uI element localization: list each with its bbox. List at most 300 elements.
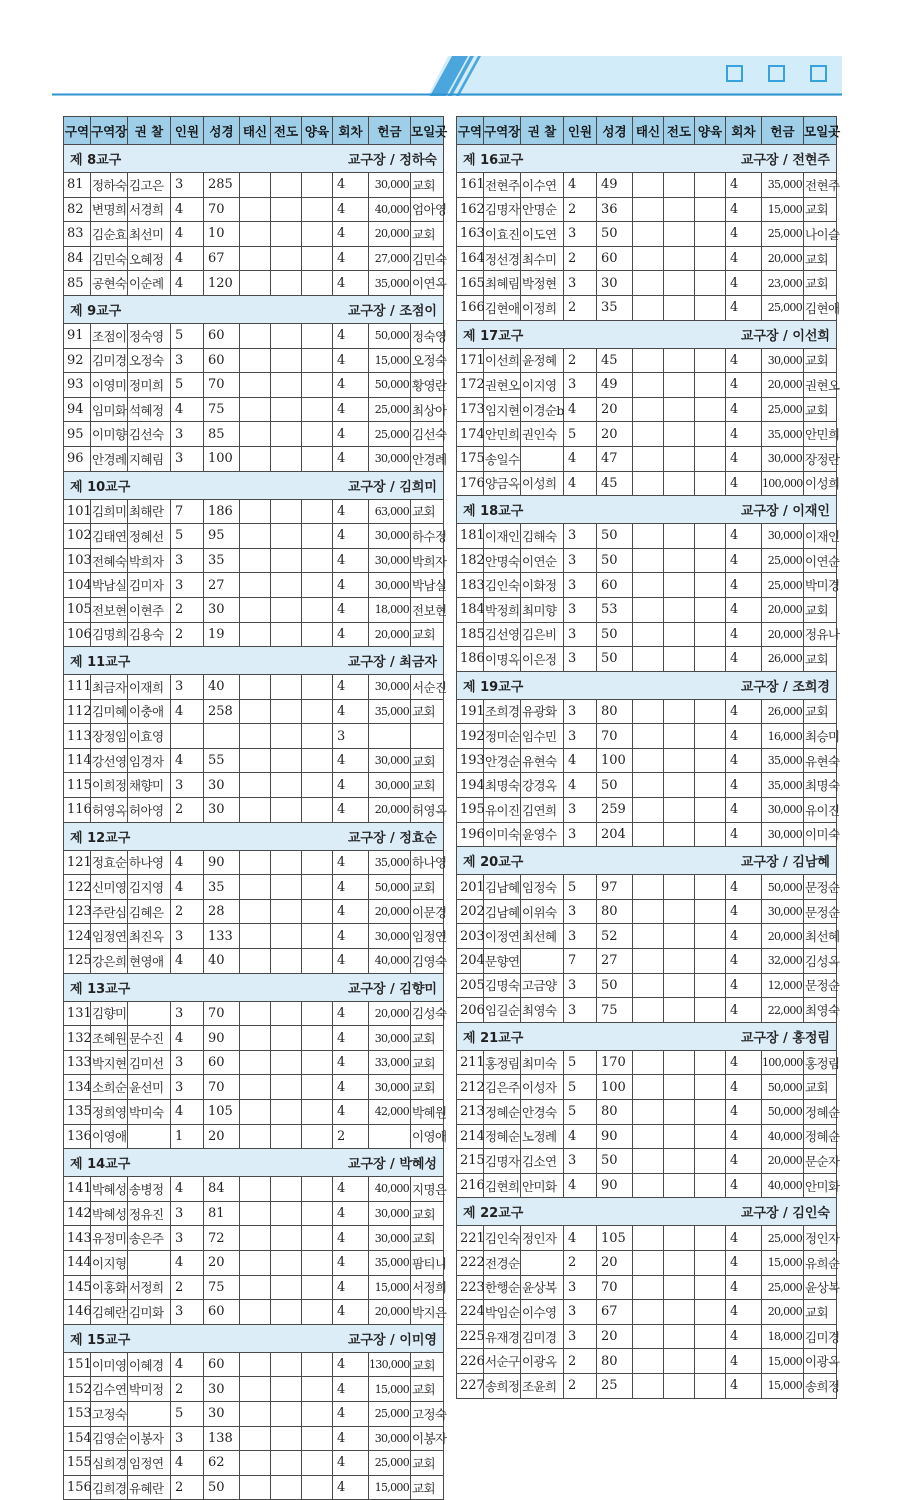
meeting-place-cell: 정유나 — [804, 622, 837, 647]
members-cell: 4 — [171, 397, 204, 422]
meeting-place-cell: 지명은 — [411, 1177, 444, 1202]
guardian-cell: 임수민 — [521, 724, 564, 749]
nurture-cell — [695, 748, 726, 773]
taeshin-cell — [633, 373, 664, 398]
meeting-place-cell: 교회 — [411, 1451, 444, 1476]
offering-cell: 50,000 — [762, 1100, 804, 1125]
taeshin-cell — [633, 1149, 664, 1174]
guardian-cell: 김미선 — [128, 1050, 171, 1075]
nurture-cell — [302, 724, 333, 749]
evangelism-cell — [664, 397, 695, 422]
parish-name: 제 18교구 — [463, 504, 524, 520]
meeting-place-cell: 박미경 — [804, 573, 837, 598]
guardian-cell: 박희자 — [128, 548, 171, 573]
table-row — [64, 1275, 444, 1300]
evangelism-cell — [664, 246, 695, 271]
meeting-place-cell: 서정희 — [411, 1275, 444, 1300]
evangelism-cell — [664, 798, 695, 823]
table-row — [64, 1377, 444, 1402]
bible-cell: 40 — [204, 675, 240, 700]
district-leader-cell: 신미영 — [91, 875, 128, 900]
district-cell: 203 — [457, 924, 484, 949]
table-row — [64, 1300, 444, 1325]
meeting-place-cell: 전보현 — [411, 597, 444, 622]
offering-cell: 130,000 — [369, 1352, 411, 1377]
session-cell: 4 — [726, 773, 762, 798]
table-row — [457, 1373, 837, 1398]
meeting-place-cell: 교회 — [804, 197, 837, 222]
meeting-place-cell: 나이슬 — [804, 222, 837, 247]
table-row — [64, 323, 444, 348]
offering-cell: 30,000 — [762, 524, 804, 549]
nurture-cell — [302, 1275, 333, 1300]
district-leader-cell: 이홍화 — [91, 1275, 128, 1300]
nurture-cell — [695, 622, 726, 647]
taeshin-cell — [240, 548, 271, 573]
offering-cell: 25,000 — [762, 548, 804, 573]
bible-cell: 133 — [204, 924, 240, 949]
parish-group-header — [457, 1198, 837, 1226]
offering-cell: 30,000 — [369, 924, 411, 949]
offering-cell: 18,000 — [369, 597, 411, 622]
bible-cell: 45 — [597, 348, 633, 373]
evangelism-cell — [664, 1075, 695, 1100]
members-cell: 3 — [171, 1300, 204, 1325]
guardian-cell: 최해란 — [128, 499, 171, 524]
district-leader-cell: 김명자 — [484, 1149, 521, 1174]
table-row — [457, 1050, 837, 1075]
offering-cell: 50,000 — [369, 323, 411, 348]
district-leader-cell: 김인숙 — [484, 1226, 521, 1251]
meeting-place-cell: 안민희 — [804, 422, 837, 447]
members-cell: 3 — [564, 647, 597, 672]
bible-cell: 70 — [204, 373, 240, 398]
parish-name: 제 13교구 — [70, 981, 131, 997]
members-cell: 2 — [564, 1250, 597, 1275]
district-leader-cell: 문향연 — [484, 949, 521, 974]
parish-leader: 교구장 / 이재인 — [740, 504, 830, 520]
taeshin-cell — [633, 1349, 664, 1374]
evangelism-cell — [271, 548, 302, 573]
bible-cell: 84 — [204, 1177, 240, 1202]
column-header-bible-col: 성경 — [597, 117, 633, 145]
guardian-cell: 허아영 — [128, 798, 171, 823]
district-cell: 81 — [64, 173, 91, 198]
session-cell: 4 — [726, 1275, 762, 1300]
bible-cell: 75 — [204, 1275, 240, 1300]
taeshin-cell — [633, 998, 664, 1023]
taeshin-cell — [240, 924, 271, 949]
meeting-place-cell: 교회 — [411, 1075, 444, 1100]
evangelism-cell — [664, 875, 695, 900]
district-leader-cell: 정효순 — [91, 850, 128, 875]
taeshin-cell — [240, 197, 271, 222]
district-leader-cell: 김영순 — [91, 1426, 128, 1451]
bible-cell: 105 — [204, 1100, 240, 1125]
district-cell: 121 — [64, 850, 91, 875]
evangelism-cell — [271, 699, 302, 724]
session-cell: 4 — [333, 1250, 369, 1275]
parish-group-header — [457, 320, 837, 348]
guardian-cell: 이도연 — [521, 222, 564, 247]
taeshin-cell — [633, 222, 664, 247]
district-cell: 171 — [457, 348, 484, 373]
taeshin-cell — [240, 597, 271, 622]
members-cell: 3 — [564, 924, 597, 949]
parish-group-header — [457, 496, 837, 524]
parish-name: 제 9교구 — [70, 303, 122, 319]
district-leader-cell: 소희순 — [91, 1075, 128, 1100]
district-leader-cell: 김남혜 — [484, 875, 521, 900]
session-cell: 4 — [726, 1250, 762, 1275]
parish-group-header — [64, 973, 444, 1001]
bible-cell: 60 — [204, 1352, 240, 1377]
district-cell: 216 — [457, 1173, 484, 1198]
offering-cell: 30,000 — [762, 348, 804, 373]
session-cell: 4 — [333, 875, 369, 900]
table-row — [64, 524, 444, 549]
session-cell: 4 — [333, 622, 369, 647]
nurture-cell — [695, 373, 726, 398]
nurture-cell — [302, 1377, 333, 1402]
members-cell: 4 — [171, 246, 204, 271]
district-leader-cell: 이정연 — [484, 924, 521, 949]
session-cell: 4 — [726, 222, 762, 247]
evangelism-cell — [664, 1149, 695, 1174]
district-leader-cell: 한행순 — [484, 1275, 521, 1300]
district-leader-cell: 정혜순 — [484, 1124, 521, 1149]
parish-leader: 교구장 / 조점이 — [347, 303, 437, 319]
district-leader-cell: 홍정림 — [484, 1050, 521, 1075]
district-cell: 186 — [457, 647, 484, 672]
table-row — [457, 573, 837, 598]
district-cell: 193 — [457, 748, 484, 773]
taeshin-cell — [633, 446, 664, 471]
guardian-cell: 이성희 — [521, 471, 564, 496]
session-cell: 4 — [726, 699, 762, 724]
district-leader-cell: 조혜원 — [91, 1026, 128, 1051]
nurture-cell — [695, 348, 726, 373]
taeshin-cell — [240, 899, 271, 924]
district-leader-cell: 이희정 — [91, 773, 128, 798]
district-cell: 225 — [457, 1324, 484, 1349]
offering-cell: 23,000 — [762, 271, 804, 296]
taeshin-cell — [633, 471, 664, 496]
members-cell: 3 — [564, 222, 597, 247]
table-row — [64, 1100, 444, 1125]
members-cell: 2 — [171, 899, 204, 924]
district-cell: 181 — [457, 524, 484, 549]
taeshin-cell — [240, 1275, 271, 1300]
evangelism-cell — [271, 1075, 302, 1100]
district-cell: 166 — [457, 295, 484, 320]
bible-cell: 120 — [204, 271, 240, 296]
session-cell: 4 — [726, 973, 762, 998]
offering-cell: 30,000 — [762, 899, 804, 924]
column-header-guardian-col: 권 찰 — [521, 117, 564, 145]
district-leader-cell: 박남실 — [91, 573, 128, 598]
guardian-cell: 이정희 — [521, 295, 564, 320]
members-cell: 3 — [171, 446, 204, 471]
column-header-taeshin-col: 태신 — [240, 117, 271, 145]
table-row — [64, 699, 444, 724]
taeshin-cell — [240, 397, 271, 422]
members-cell: 3 — [564, 1275, 597, 1300]
session-cell: 3 — [333, 724, 369, 749]
offering-cell: 20,000 — [762, 373, 804, 398]
taeshin-cell — [240, 1300, 271, 1325]
taeshin-cell — [240, 1401, 271, 1426]
evangelism-cell — [271, 1226, 302, 1251]
guardian-cell: 조윤희 — [521, 1373, 564, 1398]
taeshin-cell — [633, 197, 664, 222]
evangelism-cell — [271, 798, 302, 823]
bible-cell: 20 — [597, 397, 633, 422]
parish-leader: 교구장 / 박혜성 — [347, 1157, 437, 1173]
bible-cell: 90 — [204, 850, 240, 875]
evangelism-cell — [271, 748, 302, 773]
bible-cell: 60 — [597, 573, 633, 598]
district-cell: 142 — [64, 1201, 91, 1226]
bible-cell: 40 — [204, 949, 240, 974]
parish-leader: 교구장 / 최금자 — [347, 655, 437, 671]
session-cell: 4 — [333, 1177, 369, 1202]
session-cell: 4 — [333, 1426, 369, 1451]
meeting-place-cell: 이연순 — [804, 548, 837, 573]
nurture-cell — [695, 1173, 726, 1198]
guardian-cell: 박미숙 — [128, 1100, 171, 1125]
taeshin-cell — [240, 773, 271, 798]
session-cell: 4 — [726, 998, 762, 1023]
table-row — [457, 748, 837, 773]
session-cell: 4 — [726, 295, 762, 320]
parish-group-header — [64, 145, 444, 173]
evangelism-cell — [664, 548, 695, 573]
members-cell: 1 — [171, 1124, 204, 1149]
column-header-members-col: 인원 — [171, 117, 204, 145]
evangelism-cell — [664, 1250, 695, 1275]
taeshin-cell — [633, 548, 664, 573]
taeshin-cell — [240, 1201, 271, 1226]
district-cell: 132 — [64, 1026, 91, 1051]
guardian-cell: 이은정 — [521, 647, 564, 672]
session-cell: 4 — [726, 197, 762, 222]
district-leader-cell: 임미화 — [91, 397, 128, 422]
session-cell: 4 — [726, 647, 762, 672]
members-cell: 3 — [564, 1149, 597, 1174]
bible-cell: 60 — [204, 1050, 240, 1075]
session-cell: 4 — [333, 1275, 369, 1300]
meeting-place-cell: 정인자 — [804, 1226, 837, 1251]
bible-cell: 75 — [204, 397, 240, 422]
meeting-place-cell: 유이진 — [804, 798, 837, 823]
taeshin-cell — [240, 1226, 271, 1251]
column-header-offering-col: 헌금 — [369, 117, 411, 145]
meeting-place-cell: 박희자 — [411, 548, 444, 573]
session-cell: 4 — [333, 173, 369, 198]
members-cell: 4 — [171, 748, 204, 773]
parish-name: 제 14교구 — [70, 1157, 131, 1173]
nurture-cell — [695, 1324, 726, 1349]
members-cell: 4 — [171, 949, 204, 974]
district-cell: 195 — [457, 798, 484, 823]
members-cell: 2 — [171, 1275, 204, 1300]
guardian-cell: 김해숙 — [521, 524, 564, 549]
guardian-cell: 오정숙 — [128, 348, 171, 373]
guardian-cell: 유혜란 — [128, 1475, 171, 1500]
session-cell: 4 — [333, 197, 369, 222]
evangelism-cell — [271, 1275, 302, 1300]
offering-cell: 30,000 — [369, 1426, 411, 1451]
members-cell: 5 — [564, 1075, 597, 1100]
evangelism-cell — [271, 875, 302, 900]
session-cell: 4 — [726, 373, 762, 398]
table-row — [457, 798, 837, 823]
district-leader-cell: 이선희 — [484, 348, 521, 373]
session-cell: 4 — [333, 1377, 369, 1402]
meeting-place-cell: 박지은 — [411, 1300, 444, 1325]
district-cell: 83 — [64, 222, 91, 247]
nurture-cell — [695, 1226, 726, 1251]
meeting-place-cell: 권현오 — [804, 373, 837, 398]
district-leader-cell: 김현애 — [484, 295, 521, 320]
evangelism-cell — [664, 1300, 695, 1325]
members-cell: 5 — [171, 524, 204, 549]
offering-cell: 30,000 — [369, 1201, 411, 1226]
offering-cell: 63,000 — [369, 499, 411, 524]
district-cell: 213 — [457, 1100, 484, 1125]
meeting-place-cell: 김선숙 — [411, 422, 444, 447]
table-row — [457, 1349, 837, 1374]
table-row — [64, 222, 444, 247]
district-cell: 125 — [64, 949, 91, 974]
nurture-cell — [695, 998, 726, 1023]
meeting-place-cell: 교회 — [804, 348, 837, 373]
district-cell: 101 — [64, 499, 91, 524]
district-leader-cell: 전혜숙 — [91, 548, 128, 573]
offering-cell: 50,000 — [762, 875, 804, 900]
district-cell: 145 — [64, 1275, 91, 1300]
district-leader-cell: 이재인 — [484, 524, 521, 549]
taeshin-cell — [240, 222, 271, 247]
taeshin-cell — [633, 748, 664, 773]
bible-cell: 20 — [597, 1250, 633, 1275]
evangelism-cell — [664, 471, 695, 496]
meeting-place-cell: 문정순 — [804, 875, 837, 900]
guardian-cell: 이봉자 — [128, 1426, 171, 1451]
offering-cell: 20,000 — [762, 597, 804, 622]
nurture-cell — [302, 675, 333, 700]
taeshin-cell — [240, 1177, 271, 1202]
bible-cell: 20 — [597, 1324, 633, 1349]
offering-cell: 30,000 — [762, 822, 804, 847]
nurture-cell — [302, 1026, 333, 1051]
district-cell: 91 — [64, 323, 91, 348]
district-cell: 224 — [457, 1300, 484, 1325]
meeting-place-cell: 교회 — [804, 699, 837, 724]
taeshin-cell — [633, 822, 664, 847]
district-leader-cell: 전경순 — [484, 1250, 521, 1275]
bible-cell: 36 — [597, 197, 633, 222]
members-cell: 4 — [171, 222, 204, 247]
session-cell: 4 — [333, 1475, 369, 1500]
table-row — [64, 1401, 444, 1426]
offering-cell: 35,000 — [762, 773, 804, 798]
offering-cell: 20,000 — [762, 924, 804, 949]
members-cell: 3 — [564, 524, 597, 549]
parish-name: 제 16교구 — [463, 153, 524, 168]
bible-cell: 67 — [597, 1300, 633, 1325]
taeshin-cell — [240, 1451, 271, 1476]
table-row — [457, 1324, 837, 1349]
district-leader-cell: 안명숙 — [484, 548, 521, 573]
session-cell: 4 — [726, 573, 762, 598]
session-cell: 4 — [333, 499, 369, 524]
evangelism-cell — [271, 271, 302, 296]
meeting-place-cell: 정숙영 — [411, 323, 444, 348]
session-cell: 4 — [726, 724, 762, 749]
guardian-cell — [128, 1250, 171, 1275]
offering-cell: 33,000 — [369, 1050, 411, 1075]
nurture-cell — [695, 822, 726, 847]
column-header-district-leader-col: 구역장 — [91, 117, 128, 145]
bible-cell: 50 — [597, 548, 633, 573]
evangelism-cell — [664, 699, 695, 724]
nurture-cell — [302, 222, 333, 247]
district-leader-cell: 장정임 — [91, 724, 128, 749]
parish-leader: 교구장 / 김희미 — [347, 479, 437, 495]
meeting-place-cell: 전현주 — [804, 173, 837, 198]
nurture-cell — [302, 1201, 333, 1226]
district-leader-cell: 박혜성 — [91, 1201, 128, 1226]
taeshin-cell — [633, 699, 664, 724]
evangelism-cell — [271, 499, 302, 524]
guardian-cell: 최진옥 — [128, 924, 171, 949]
parish-group-header — [64, 647, 444, 675]
nurture-cell — [302, 773, 333, 798]
district-leader-cell: 최금자 — [91, 675, 128, 700]
session-cell: 4 — [333, 1001, 369, 1026]
table-row — [457, 597, 837, 622]
evangelism-cell — [664, 724, 695, 749]
members-cell: 3 — [171, 348, 204, 373]
guardian-cell: 정혜선 — [128, 524, 171, 549]
members-cell: 5 — [564, 422, 597, 447]
district-leader-cell: 임지현 — [484, 397, 521, 422]
meeting-place-cell: 김민숙 — [411, 246, 444, 271]
bible-cell: 25 — [597, 1373, 633, 1398]
session-cell: 4 — [333, 748, 369, 773]
session-cell: 4 — [333, 222, 369, 247]
district-cell: 223 — [457, 1275, 484, 1300]
session-cell: 4 — [333, 548, 369, 573]
guardian-cell: 이순례 — [128, 271, 171, 296]
offering-cell: 30,000 — [369, 573, 411, 598]
table-row — [64, 1201, 444, 1226]
members-cell: 3 — [564, 573, 597, 598]
bible-cell: 60 — [204, 348, 240, 373]
taeshin-cell — [240, 499, 271, 524]
taeshin-cell — [633, 524, 664, 549]
table-row — [457, 724, 837, 749]
guardian-cell: 안명순 — [521, 197, 564, 222]
offering-cell: 25,000 — [762, 397, 804, 422]
table-row — [457, 1075, 837, 1100]
taeshin-cell — [240, 1050, 271, 1075]
parish-leader: 교구장 / 정효순 — [347, 830, 437, 846]
nurture-cell — [695, 1149, 726, 1174]
bible-cell: 52 — [597, 924, 633, 949]
